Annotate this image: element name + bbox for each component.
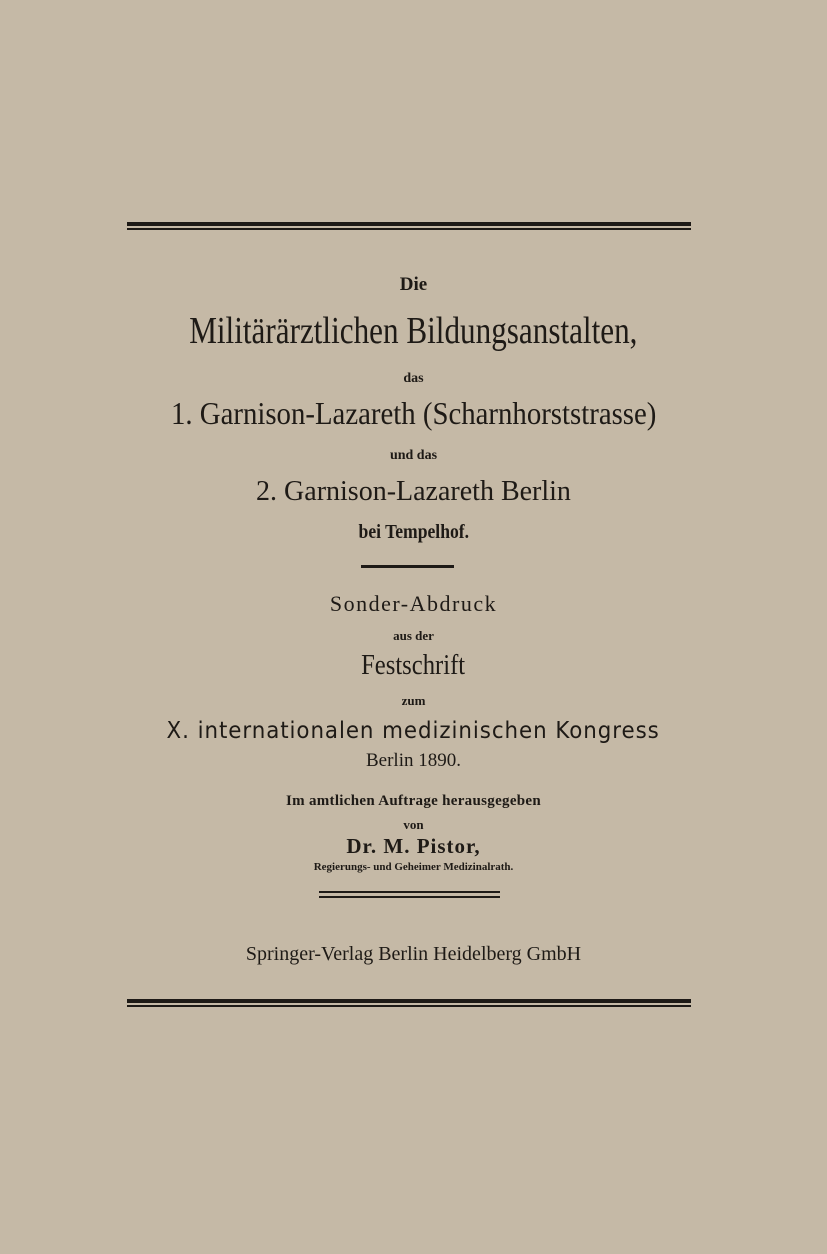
title-location (0, 522, 827, 542)
publisher-name: Springer-Verlag Berlin Heidelberg GmbH (245, 943, 582, 965)
middle-single-rule (361, 565, 454, 568)
title-die: Die (399, 274, 428, 295)
title-garrison-2: 2. Garnison-Lazareth Berlin (256, 476, 571, 507)
title-garrison-1-text: 1. Garnison-Lazareth (Scharnhorststrasse) (170, 395, 657, 431)
editor-role: Regierungs- und Geheimer Medizinalrath. (313, 861, 514, 873)
title-und-das: und das (389, 448, 438, 463)
congress-name (0, 720, 827, 743)
offprint-aus-der: aus der (393, 628, 434, 643)
title-location-text: bei Tempelhof. (358, 521, 469, 543)
editor-double-rule (319, 891, 500, 898)
festschrift-title-text: Festschrift (361, 650, 466, 681)
editor-commission: Im amtlichen Auftrage herausgegeben (285, 793, 542, 809)
title-main-text: Militärärztlichen Bildungsanstalten, (189, 310, 638, 352)
bottom-double-rule (127, 999, 691, 1008)
offprint-zum: zum (401, 693, 426, 708)
editor-name: Dr. M. Pistor, (346, 834, 481, 858)
congress-place-year: Berlin 1890. (366, 750, 461, 771)
top-double-rule (127, 222, 691, 231)
offprint-label: Sonder-Abdruck (329, 591, 498, 616)
festschrift-title (0, 652, 827, 680)
title-main (0, 312, 827, 350)
congress-name-text: X. internationalen medizinischen Kongress (166, 718, 661, 744)
title-das: das (403, 371, 424, 386)
editor-von: von (403, 817, 424, 832)
title-garrison-1 (0, 397, 827, 429)
